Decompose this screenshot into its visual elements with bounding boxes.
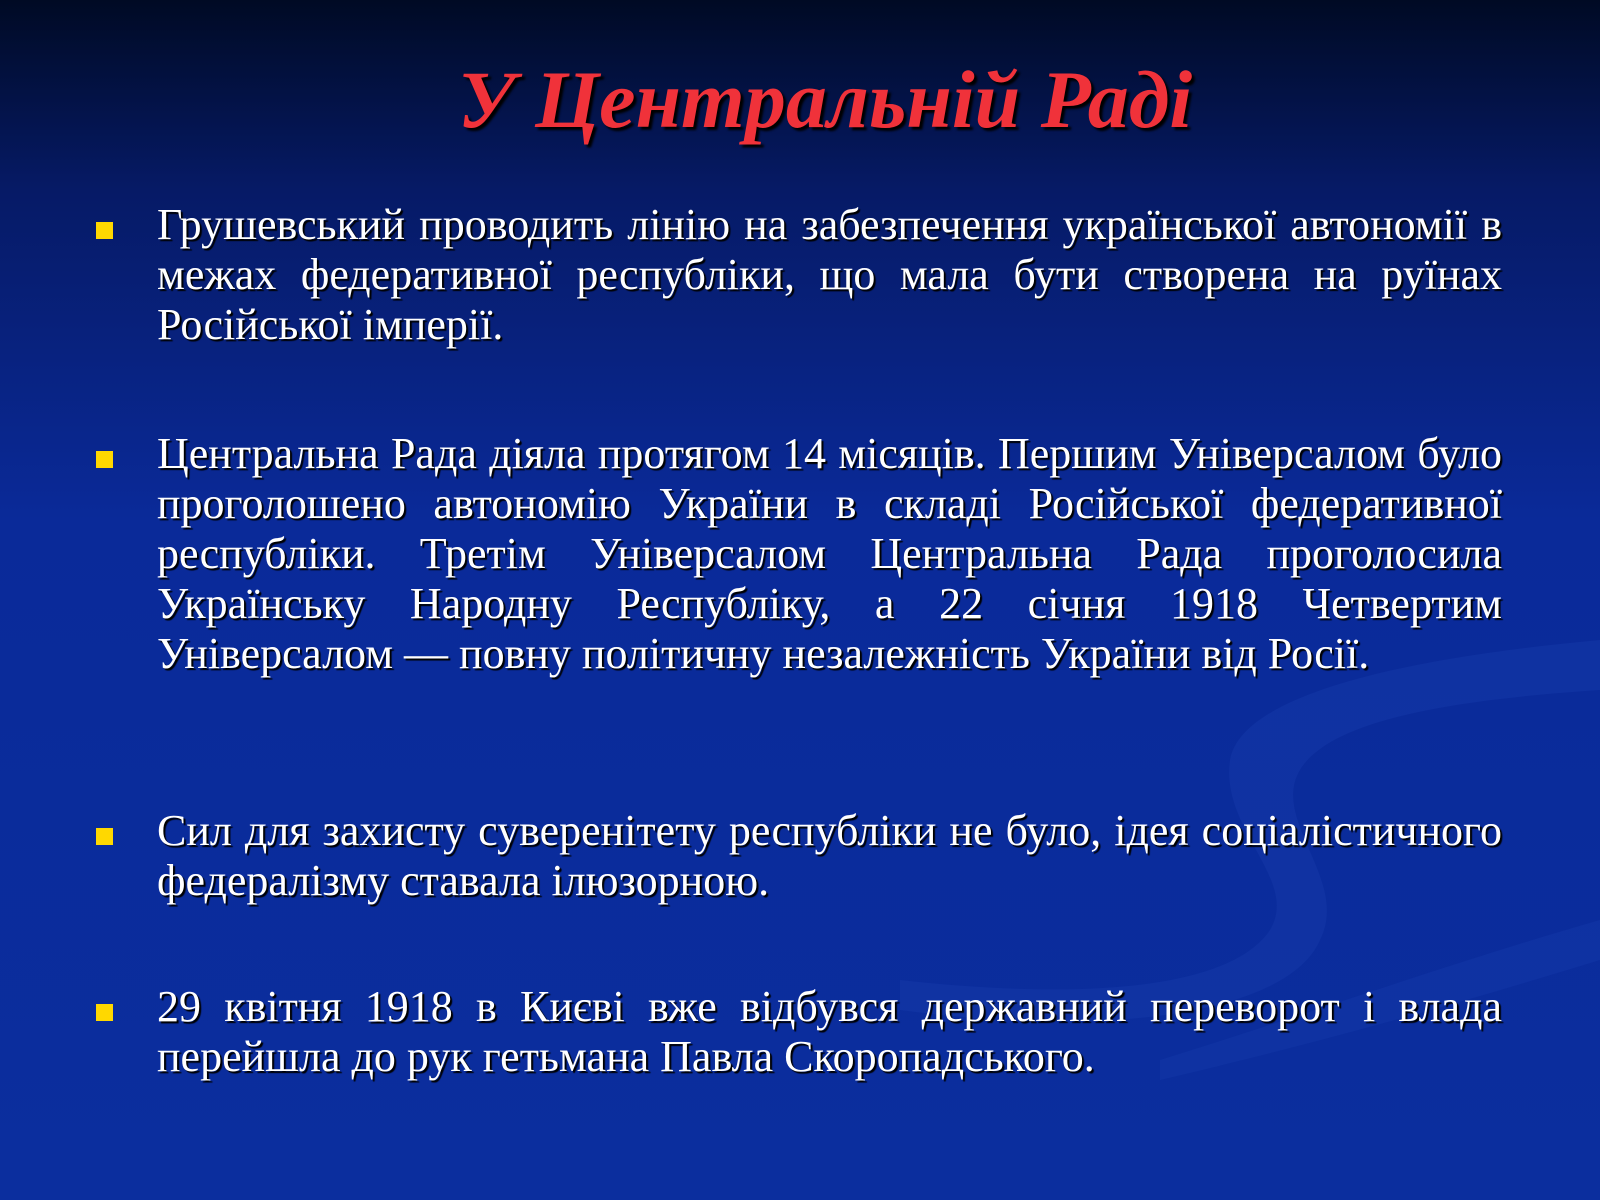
bullet-text: Грушевський проводить лінію на забезпечення української автономії в межах федеративної республіки, що мала бути створена на руїнах Російської імперії. (157, 200, 1502, 349)
bullet-text: 29 квітня 1918 в Києві вже відбувся державний переворот і влада перейшла до рук гетьмана Павла Скоропадського. (157, 982, 1502, 1081)
square-bullet-icon (96, 828, 113, 845)
square-bullet-icon (96, 222, 113, 239)
square-bullet-icon (96, 1004, 113, 1021)
slide-title: У Центральній Раді (457, 54, 1193, 145)
bullet-text: Сил для захисту суверенітету республіки не було, ідея соціалістичного федералізму ставала ілюзорною. (157, 806, 1502, 905)
bullet-text: Центральна Рада діяла протягом 14 місяців. Першим Універсалом було проголошено автономію України в складі Російської федеративної республіки. Третім Універсалом Центральна Рада проголосила Українську Народну Республіку, а 22 січня 1918 Четвертим Універсалом — повну політичну незалежність України від Росії. (157, 429, 1502, 678)
square-bullet-icon (96, 451, 113, 468)
